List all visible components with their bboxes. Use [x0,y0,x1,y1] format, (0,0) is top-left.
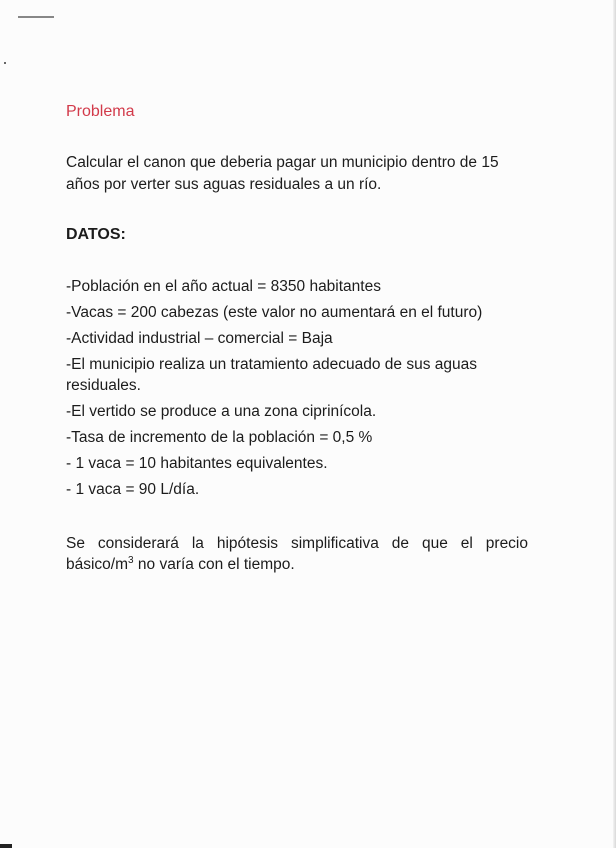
data-item-treatment: -El municipio realiza un tratamiento adecuado de sus aguas residuales. [66,356,477,394]
data-item-industrial-activity: -Actividad industrial – comercial = Baja [66,330,333,347]
data-item-population: -Población en el año actual = 8350 habitantes [66,278,381,295]
hypothesis-note-text: Se considerará la hipótesis simplificativa de que el precio básico/m [66,535,528,573]
scan-artifact-line [18,16,54,18]
scan-artifact-dot [4,62,6,64]
data-item-cow-equivalent: - 1 vaca = 10 habitantes equivalentes. [66,455,328,472]
hypothesis-note-text-end: no varía con el tiempo. [133,556,295,573]
hypothesis-note [66,533,528,575]
data-list [66,276,528,500]
data-heading: DATOS: [66,226,126,243]
document-page [66,102,528,575]
scan-artifact-corner [0,844,12,848]
problem-statement: Calcular el canon que deberia pagar un municipio dentro de 15 años por verter sus aguas residuales a un río. [66,154,499,193]
data-item-growth-rate: -Tasa de incremento de la población = 0,5 % [66,429,373,446]
data-item-cow-water: - 1 vaca = 90 L/día. [66,481,200,498]
data-item-discharge-zone: -El vertido se produce a una zona ciprinícola. [66,403,377,420]
data-item-cows: -Vacas = 200 cabezas (este valor no aumentará en el futuro) [66,304,483,321]
problem-title: Problema [66,103,135,120]
superscript-exponent: 3 [128,554,134,566]
